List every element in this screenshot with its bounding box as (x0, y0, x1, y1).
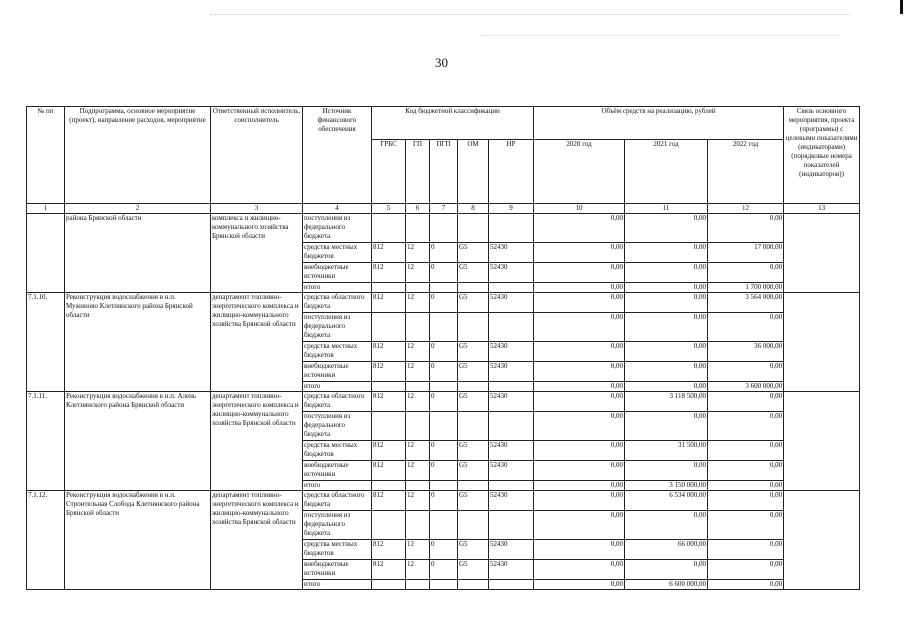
header-link: Связь основного мероприятия, проекта (программы) с целевыми показателями (индикаторами) (порядковые номера показателей (индикаторов)) (784, 107, 860, 204)
code-om: G5 (458, 491, 489, 511)
code-grbs: 812 (372, 560, 406, 580)
source-regional: средства областного бюджета (303, 293, 372, 313)
header-pgp: ПГП (430, 139, 458, 203)
col-index: 12 (708, 204, 784, 214)
code-gp: 12 (406, 362, 430, 382)
code-pgp: 0 (430, 362, 458, 382)
code-grbs: 812 (372, 342, 406, 362)
code-gp: 12 (406, 540, 430, 560)
code-pgp: 0 (430, 293, 458, 313)
measure-name: района Брянской области (65, 214, 211, 293)
executor: департамент топливно-энергетического комплекса и жилищно-коммунального хозяйства Брянской области (211, 293, 303, 392)
code-np: 52430 (489, 441, 534, 461)
executor: комплекса и жилищно-коммунального хозяйства Брянской области (211, 214, 303, 293)
total-2021: 6 600 000,00 (625, 580, 708, 590)
code-grbs: 812 (372, 263, 406, 283)
source-total: итого (303, 283, 372, 293)
col-index: 9 (489, 204, 534, 214)
value-2020: 0,00 (534, 412, 625, 441)
code-pgp: 0 (430, 560, 458, 580)
value-2022: 0,00 (708, 540, 784, 560)
value-2021: 0,00 (625, 263, 708, 283)
value-2022: 36 000,00 (708, 342, 784, 362)
header-2020: 2020 год (534, 139, 625, 203)
value-2020: 0,00 (534, 214, 625, 243)
header-executor: Ответственный исполнитель, соисполнитель (211, 107, 303, 204)
value-2022: 0,00 (708, 392, 784, 412)
code-gp: 12 (406, 560, 430, 580)
code-grbs: 812 (372, 243, 406, 263)
value-2021: 0,00 (625, 214, 708, 243)
row-number: 7.1.12. (27, 491, 65, 590)
measure-name: Реконструкция водоснабжения в н.п. Строительная Слобода Клетнянского района Брянской области (65, 491, 211, 590)
total-2021: 0,00 (625, 382, 708, 392)
code-om: G5 (458, 461, 489, 481)
measure-name: Реконструкция водоснабжения в н.п. Мужиново Клетнянского района Брянской области (65, 293, 211, 392)
code-pgp: 0 (430, 392, 458, 412)
code-gp: 12 (406, 441, 430, 461)
code-gp: 12 (406, 263, 430, 283)
col-index: 8 (458, 204, 489, 214)
code-grbs: 812 (372, 491, 406, 511)
measure-name: Реконструкция водоснабжения в н.п. Алень Клетнянского района Брянской области (65, 392, 211, 491)
total-2022: 1 700 000,00 (708, 283, 784, 293)
code-om: G5 (458, 540, 489, 560)
value-2021: 0,00 (625, 412, 708, 441)
col-index: 1 (27, 204, 65, 214)
total-2021: 0,00 (625, 283, 708, 293)
code-pgp: 0 (430, 263, 458, 283)
value-2021: 0,00 (625, 461, 708, 481)
value-2022: 17 000,00 (708, 243, 784, 263)
value-2020: 0,00 (534, 313, 625, 342)
row-number: 7.1.11. (27, 392, 65, 491)
header-num: № пп (27, 107, 65, 204)
source-fed: поступления из федерального бюджета (303, 313, 372, 342)
code-np: 52430 (489, 243, 534, 263)
code-grbs: 812 (372, 362, 406, 382)
col-index: 3 (211, 204, 303, 214)
page-number: 30 (435, 55, 448, 70)
scan-artifact-line (210, 14, 850, 16)
value-2022: 0,00 (708, 313, 784, 342)
total-2022: 3 600 000,00 (708, 382, 784, 392)
source-total: итого (303, 481, 372, 491)
code-np: 52430 (489, 263, 534, 283)
value-2021: 6 534 000,00 (625, 491, 708, 511)
code-np: 52430 (489, 293, 534, 313)
total-2022: 0,00 (708, 580, 784, 590)
value-2022: 0,00 (708, 412, 784, 441)
value-2022: 0,00 (708, 362, 784, 382)
code-om: G5 (458, 560, 489, 580)
value-2021: 3 118 500,00 (625, 392, 708, 412)
value-2021: 66 000,00 (625, 540, 708, 560)
value-2020: 0,00 (534, 491, 625, 511)
col-index: 7 (430, 204, 458, 214)
value-2021: 0,00 (625, 313, 708, 342)
value-2021: 0,00 (625, 362, 708, 382)
value-2021: 0,00 (625, 243, 708, 263)
total-2020: 0,00 (534, 481, 625, 491)
value-2021: 0,00 (625, 293, 708, 313)
total-2020: 0,00 (534, 382, 625, 392)
value-2020: 0,00 (534, 263, 625, 283)
value-2020: 0,00 (534, 293, 625, 313)
code-np: 52430 (489, 342, 534, 362)
code-gp: 12 (406, 491, 430, 511)
value-2020: 0,00 (534, 461, 625, 481)
code-pgp: 0 (430, 342, 458, 362)
value-2020: 0,00 (534, 392, 625, 412)
code-np: 52430 (489, 362, 534, 382)
code-om: G5 (458, 293, 489, 313)
source-local: средства местных бюджетов (303, 243, 372, 263)
code-pgp: 0 (430, 540, 458, 560)
code-grbs: 812 (372, 441, 406, 461)
source-offbudget: внебюджетные источники (303, 461, 372, 481)
code-om: G5 (458, 243, 489, 263)
source-fed: поступления из федерального бюджета (303, 214, 372, 243)
source-offbudget: внебюджетные источники (303, 560, 372, 580)
value-2021: 0,00 (625, 511, 708, 540)
value-2022: 0,00 (708, 263, 784, 283)
code-om: G5 (458, 392, 489, 412)
code-pgp: 0 (430, 461, 458, 481)
header-np: НР (489, 139, 534, 203)
code-gp: 12 (406, 392, 430, 412)
header-subprogram: Подпрограмма, основное мероприятие (проект), направление расходов, мероприятие (65, 107, 211, 204)
source-local: средства местных бюджетов (303, 441, 372, 461)
row-number (27, 214, 65, 293)
code-np: 52430 (489, 392, 534, 412)
source-total: итого (303, 580, 372, 590)
header-budget-code: Код бюджетной классификации (372, 107, 534, 140)
code-grbs: 812 (372, 540, 406, 560)
value-2022: 0,00 (708, 511, 784, 540)
source-total: итого (303, 382, 372, 392)
col-index: 11 (625, 204, 708, 214)
code-grbs: 812 (372, 293, 406, 313)
value-2020: 0,00 (534, 441, 625, 461)
source-offbudget: внебюджетные источники (303, 362, 372, 382)
code-pgp: 0 (430, 491, 458, 511)
code-grbs: 812 (372, 392, 406, 412)
page-edge-mark (900, 0, 903, 14)
total-2022: 0,00 (708, 481, 784, 491)
header-om: ОМ (458, 139, 489, 203)
row-number: 7.1.10. (27, 293, 65, 392)
value-2021: 0,00 (625, 560, 708, 580)
col-index: 5 (372, 204, 406, 214)
code-pgp: 0 (430, 441, 458, 461)
col-index: 13 (784, 204, 860, 214)
code-pgp: 0 (430, 243, 458, 263)
code-om: G5 (458, 263, 489, 283)
total-2020: 0,00 (534, 580, 625, 590)
value-2020: 0,00 (534, 511, 625, 540)
code-np: 52430 (489, 491, 534, 511)
source-regional: средства областного бюджета (303, 491, 372, 511)
code-gp: 12 (406, 293, 430, 313)
col-index: 4 (303, 204, 372, 214)
code-np: 52430 (489, 540, 534, 560)
value-2021: 31 500,00 (625, 441, 708, 461)
executor: департамент топливно-энергетического комплекса и жилищно-коммунального хозяйства Брянской области (211, 392, 303, 491)
header-amount: Объём средств на реализацию, рублей (534, 107, 784, 140)
source-regional: средства областного бюджета (303, 392, 372, 412)
value-2021: 0,00 (625, 342, 708, 362)
code-om: G5 (458, 441, 489, 461)
header-grbs: ГРБС (372, 139, 406, 203)
source-local: средства местных бюджетов (303, 540, 372, 560)
value-2020: 0,00 (534, 342, 625, 362)
value-2020: 0,00 (534, 560, 625, 580)
code-gp: 12 (406, 243, 430, 263)
total-2020: 0,00 (534, 283, 625, 293)
source-offbudget: внебюджетные источники (303, 263, 372, 283)
code-np: 52430 (489, 560, 534, 580)
value-2022: 0,00 (708, 560, 784, 580)
value-2020: 0,00 (534, 243, 625, 263)
total-2021: 3 150 000,00 (625, 481, 708, 491)
source-local: средства местных бюджетов (303, 342, 372, 362)
col-index: 6 (406, 204, 430, 214)
value-2022: 0,00 (708, 491, 784, 511)
header-2021: 2021 год (625, 139, 708, 203)
header-2022: 2022 год (708, 139, 784, 203)
code-gp: 12 (406, 342, 430, 362)
value-2020: 0,00 (534, 362, 625, 382)
value-2022: 0,00 (708, 214, 784, 243)
source-fed: поступления из федерального бюджета (303, 412, 372, 441)
value-2020: 0,00 (534, 540, 625, 560)
code-om: G5 (458, 342, 489, 362)
col-index: 2 (65, 204, 211, 214)
value-2022: 0,00 (708, 441, 784, 461)
source-fed: поступления из федерального бюджета (303, 511, 372, 540)
code-grbs: 812 (372, 461, 406, 481)
code-gp: 12 (406, 461, 430, 481)
value-2022: 3 564 000,00 (708, 293, 784, 313)
col-index: 10 (534, 204, 625, 214)
budget-table (26, 106, 860, 590)
code-om: G5 (458, 362, 489, 382)
header-source: Источник финансового обеспечения (303, 107, 372, 204)
header-gp: ГП (406, 139, 430, 203)
code-np: 52430 (489, 461, 534, 481)
executor: департамент топливно-энергетического комплекса и жилищно-коммунального хозяйства Брянской области (211, 491, 303, 590)
scan-artifact-line (480, 35, 840, 37)
value-2022: 0,00 (708, 461, 784, 481)
